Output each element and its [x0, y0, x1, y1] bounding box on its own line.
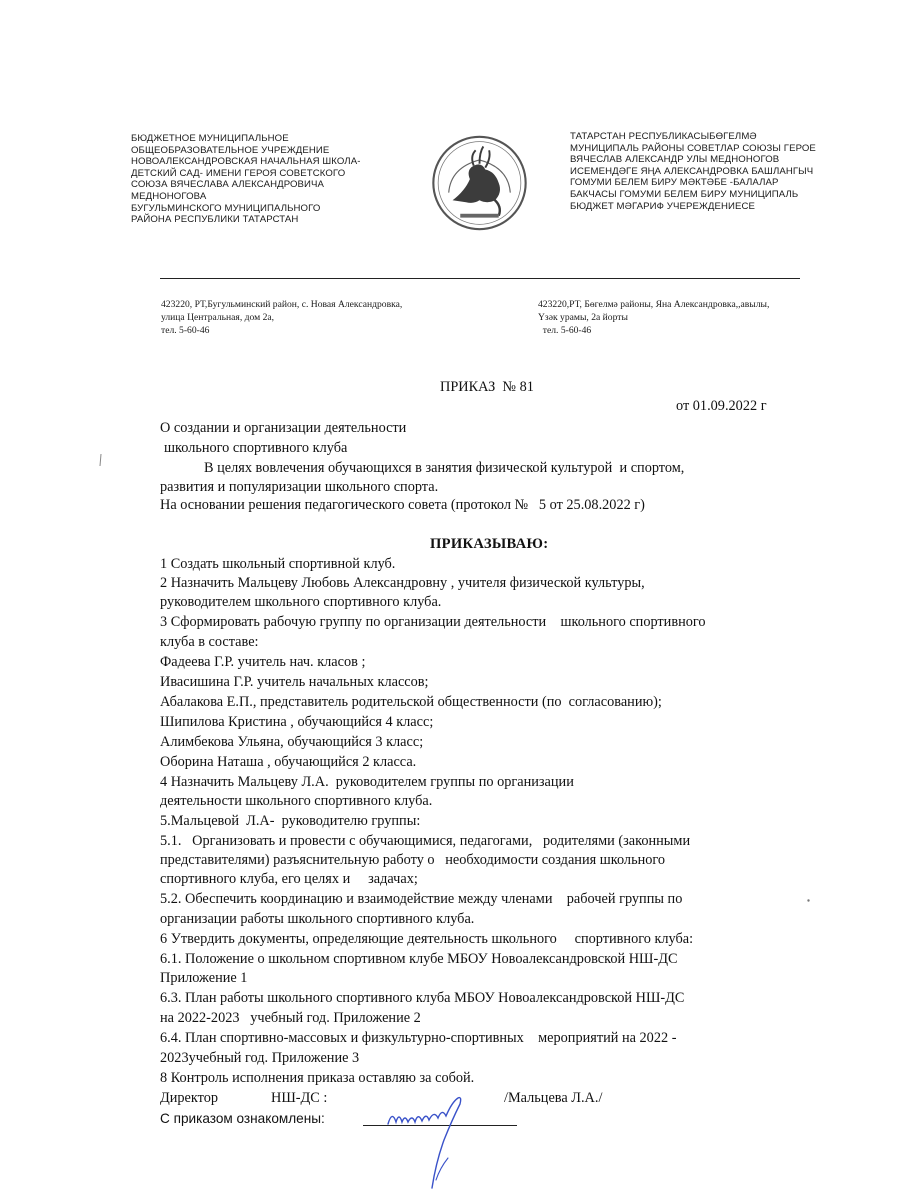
body-line: 5.Мальцевой Л.А- руководителю группы: — [160, 813, 421, 829]
body-line: 6.3. План работы школьного спортивного клуба МБОУ Новоалександровской НШ-ДС — [160, 990, 685, 1006]
handwritten-signature — [366, 1092, 491, 1192]
body-line: 2023учебный год. Приложение 3 — [160, 1050, 360, 1066]
header-right-line: МУНИЦИПАЛЬ РАЙОНЫ СОВЕТЛАР СОЮЗЫ ГЕРОЕ — [570, 142, 816, 154]
header-left-line: ДЕТСКИЙ САД- ИМЕНИ ГЕРОЯ СОВЕТСКОГО — [131, 167, 346, 179]
body-line: 6 Утвердить документы, определяющие деятельность школьного спортивного клуба: — [160, 931, 694, 947]
director-label: Директор — [160, 1090, 219, 1106]
header-left-line: БЮДЖЕТНОЕ МУНИЦИПАЛЬНОЕ — [131, 133, 289, 144]
body-line: представителями) разъяснительную работу о необходимости создания школьного — [160, 852, 666, 868]
header-left-line: ОБЩЕОБРАЗОВАТЕЛЬНОЕ УЧРЕЖДЕНИЕ — [131, 144, 330, 156]
order-title: ПРИКАЗ № 81 — [440, 379, 534, 395]
acknowledged-label: С приказом ознакомлены: — [160, 1111, 325, 1126]
tatarstan-coat-of-arms-icon — [431, 133, 528, 233]
address-left-line: тел. 5-60-46 — [161, 325, 210, 337]
scan-dot — [807, 899, 810, 902]
body-line: Алимбекова Ульяна, обучающийся 3 класс; — [160, 734, 424, 750]
body-line: 3 Сформировать рабочую группу по организации деятельности школьного спортивного — [160, 614, 706, 630]
scan-mark — [99, 454, 102, 466]
body-line: Приложение 1 — [160, 970, 248, 986]
order-subject-line: О создании и организации деятельности — [160, 420, 407, 436]
order-subject-line: школьного спортивного клуба — [164, 440, 348, 456]
body-line: спортивного клуба, его целях и задачах; — [160, 871, 418, 887]
body-line: 8 Контроль исполнения приказа оставляю за собой. — [160, 1070, 475, 1086]
header-left-line: СОЮЗА ВЯЧЕСЛАВА АЛЕКСАНДРОВИЧА — [131, 179, 325, 191]
header-right-line: БЮДЖЕТ МӘГАРИФ УЧЕРЕЖДЕНИЕСЕ — [570, 200, 756, 212]
body-line: Ивасишина Г.Р. учитель начальных классов; — [160, 674, 429, 690]
body-line: 5.1. Организовать и провести с обучающимися, педагогами, родителями (законными — [160, 833, 691, 849]
header-left-block — [131, 133, 361, 226]
body-line: деятельности школьного спортивного клуба. — [160, 793, 433, 809]
body-line: 5.2. Обеспечить координацию и взаимодействие между членами рабочей группы по — [160, 891, 683, 907]
header-right-block — [570, 131, 816, 212]
body-line: на 2022-2023 учебный год. Приложение 2 — [160, 1010, 421, 1026]
address-left — [161, 298, 402, 338]
header-left-line: НОВОАЛЕКСАНДРОВСКАЯ НАЧАЛЬНАЯ ШКОЛА- — [131, 156, 361, 168]
header-right-line: ГОМУМИ БЕЛЕМ БИРУ МӘКТӘБЕ -БАЛАЛАР — [570, 177, 779, 189]
header-left-line: РАЙОНА РЕСПУБЛИКИ ТАТАРСТАН — [131, 214, 299, 226]
header-right-line: ВЯЧЕСЛАВ АЛЕКСАНДР УЛЫ МЕДНОНОГОВ — [570, 154, 780, 166]
preamble-line: На основании решения педагогического совета (протокол № 5 от 25.08.2022 г) — [160, 497, 645, 513]
address-left-line: 423220, РТ,Бугульминский район, с. Новая Александровка, — [161, 299, 403, 310]
director-name: /Мальцева Л.А./ — [504, 1090, 603, 1106]
body-line: 2 Назначить Мальцеву Любовь Александровну , учителя физической культуры, — [160, 575, 645, 591]
address-right-line: тел. 5-60-46 — [538, 325, 592, 337]
header-right-line: ИСЕМЕНДӘГЕ ЯҢА АЛЕКСАНДРОВКА БАШЛАНГЫЧ — [570, 165, 814, 177]
header-left-line: МЕДНОНОГОВА — [131, 190, 207, 202]
body-line: руководителем школьного спортивного клуба. — [160, 594, 442, 610]
order-heading: ПРИКАЗЫВАЮ: — [430, 536, 549, 552]
body-line: Фадеева Г.Р. учитель нач. класов ; — [160, 654, 366, 670]
body-line: клуба в составе: — [160, 634, 259, 650]
body-line: 1 Создать школьный спортивной клуб. — [160, 556, 396, 572]
body-line: Оборина Наташа , обучающийся 2 класса. — [160, 754, 417, 770]
header-right-line: ТАТАРСТАН РЕСПУБЛИКАСЫБӨГЕЛМӘ — [570, 131, 757, 142]
preamble-line: развития и популяризации школьного спорта. — [160, 479, 439, 495]
body-line: 6.1. Положение о школьном спортивном клубе МБОУ Новоалександровской НШ-ДС — [160, 951, 678, 967]
body-line: организации работы школьного спортивного клуба. — [160, 911, 475, 927]
preamble-line: В целях вовлечения обучающихся в занятия физической культурой и спортом, — [204, 460, 685, 476]
body-line: Абалакова Е.П., представитель родительской общественности (по согласованию); — [160, 694, 662, 710]
address-right-line: 423220,РТ, Бөгелмә районы, Яна Александровка,,авылы, — [538, 299, 770, 310]
school-label: НШ-ДС : — [271, 1090, 328, 1106]
address-right-line: Үзәк урамы, 2а йорты — [538, 312, 628, 324]
order-date: от 01.09.2022 г — [676, 398, 767, 414]
header-left-line: БУГУЛЬМИНСКОГО МУНИЦИПАЛЬНОГО — [131, 202, 321, 214]
header-right-line: БАКЧАСЫ ГОМУМИ БЕЛЕМ БИРУ МУНИЦИПАЛЬ — [570, 188, 799, 200]
address-right — [538, 298, 769, 338]
address-left-line: улица Центральная, дом 2а, — [161, 312, 275, 324]
body-line: 4 Назначить Мальцеву Л.А. руководителем группы по организации — [160, 774, 574, 790]
header-divider — [160, 278, 800, 279]
body-line: 6.4. План спортивно-массовых и физкультурно-спортивных мероприятий на 2022 - — [160, 1030, 677, 1046]
body-line: Шипилова Кристина , обучающийся 4 класс; — [160, 714, 434, 730]
